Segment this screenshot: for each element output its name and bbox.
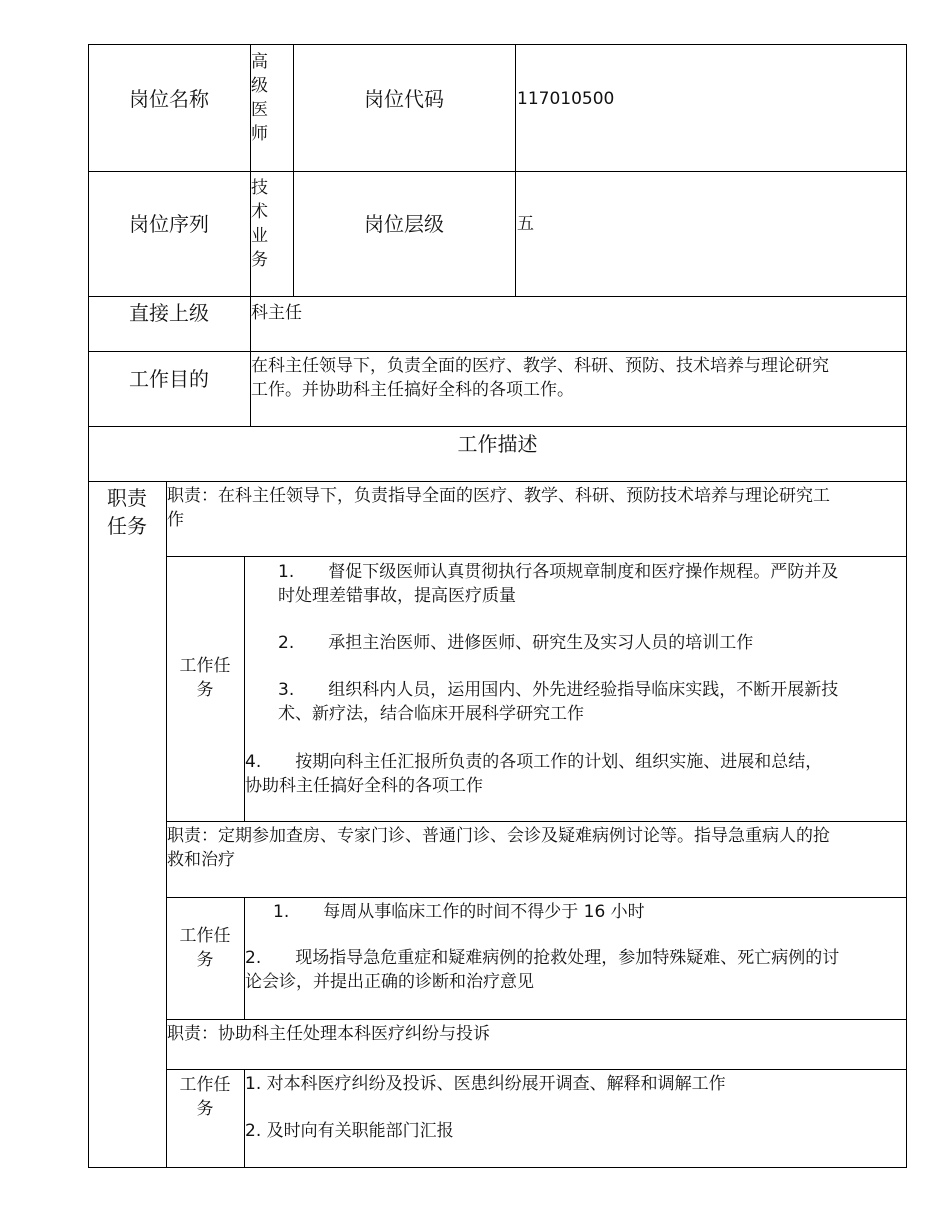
task-item-line: 协助科主任搞好全科的各项工作 (245, 776, 483, 796)
task-item (278, 678, 838, 726)
position-level-value: 五 (517, 214, 534, 234)
col-divider (293, 44, 294, 297)
position-level-label: 岗位层级 (364, 212, 444, 236)
row-divider (166, 1069, 907, 1070)
position-name-value (251, 50, 268, 146)
duties-label-line: 职责 (107, 486, 147, 510)
duty-title-line: 作 (167, 510, 184, 530)
row-divider (88, 351, 907, 352)
duty-title-line: 职责：在科主任领导下，负责指导全面的医疗、教学、科研、预防技术培养与理论研究工 (167, 486, 830, 506)
task-item (278, 631, 753, 655)
position-code-value: 117010500 (517, 89, 615, 109)
work-purpose-line: 在科主任领导下，负责全面的医疗、教学、科研、预防、技术培养与理论研究 (251, 356, 829, 376)
task-item-line: 术、新疗法，结合临床开展科学研究工作 (278, 704, 584, 724)
position-name-label: 岗位名称 (129, 87, 209, 111)
position-sequence-char: 技 (251, 178, 268, 198)
direct-superior-label: 直接上级 (129, 301, 209, 325)
task-label-line: 工作任 (179, 926, 231, 946)
duty-title-line: 职责：定期参加查房、专家门诊、普通门诊、会诊及疑难病例讨论等。指导急重病人的抢 (167, 826, 830, 846)
task-item (245, 946, 839, 994)
duty-title-line: 职责：协助科主任处理本科医疗纠纷与投诉 (167, 1024, 490, 1044)
task-item (245, 1119, 454, 1143)
duty-title-line: 救和治疗 (167, 850, 235, 870)
work-purpose-label: 工作目的 (129, 367, 209, 391)
position-sequence-char: 务 (251, 250, 268, 270)
task-label-line: 务 (196, 1099, 214, 1119)
work-description-header: 工作描述 (457, 432, 538, 456)
work-purpose-text (251, 354, 829, 402)
position-sequence-char: 业 (251, 226, 268, 246)
position-name-char: 医 (251, 100, 268, 120)
task-item (278, 560, 838, 608)
task-label-line: 务 (196, 950, 214, 970)
row-divider (88, 296, 907, 297)
work-purpose-line: 工作。并协助科主任搞好全科的各项工作。 (251, 380, 574, 400)
direct-superior-value: 科主任 (251, 303, 302, 323)
duties-label-line: 任务 (107, 514, 147, 538)
task-label (166, 654, 244, 702)
row-divider (88, 426, 907, 427)
duty-title (167, 484, 830, 532)
row-divider (166, 821, 907, 822)
task-item-line: 2. 现场指导急危重症和疑难病例的抢救处理，参加特殊疑难、死亡病例的讨 (245, 948, 840, 968)
position-sequence-char: 术 (251, 202, 268, 222)
position-sequence-value (251, 176, 268, 272)
task-item (273, 900, 645, 924)
task-item-line: 3. 组织科内人员，运用国内、外先进经验指导临床实践，不断开展新技 (278, 680, 839, 700)
row-divider (166, 556, 907, 557)
task-item-line: 2. 及时向有关职能部门汇报 (245, 1121, 454, 1141)
task-item-line: 论会诊，并提出正确的诊断和治疗意见 (245, 972, 534, 992)
task-item (245, 1072, 726, 1096)
task-label (166, 1073, 244, 1121)
task-item-line: 2. 承担主治医师、进修医师、研究生及实习人员的培训工作 (278, 633, 754, 653)
position-name-char: 高 (251, 52, 268, 72)
task-item-line: 1. 每周从事临床工作的时间不得少于 16 小时 (273, 902, 645, 922)
task-item-line: 4. 按期向科主任汇报所负责的各项工作的计划、组织实施、进展和总结， (245, 752, 823, 772)
task-item-line: 1. 对本科医疗纠纷及投诉、医患纠纷展开调查、解释和调解工作 (245, 1074, 726, 1094)
position-code-label: 岗位代码 (364, 87, 444, 111)
row-divider (88, 481, 907, 482)
duty-title (167, 824, 830, 872)
duty-title (167, 1022, 490, 1046)
task-item-line: 时处理差错事故，提高医疗质量 (278, 586, 516, 606)
row-divider (166, 897, 907, 898)
position-name-char: 师 (251, 124, 268, 144)
col-divider (515, 44, 516, 297)
task-item-line: 1. 督促下级医师认真贯彻执行各项规章制度和医疗操作规程。严防并及 (278, 562, 839, 582)
row-divider (166, 1019, 907, 1020)
task-label (166, 924, 244, 972)
position-name-char: 级 (251, 76, 268, 96)
duties-label (88, 484, 166, 540)
task-item (245, 750, 822, 798)
task-label-line: 务 (196, 680, 214, 700)
row-divider (88, 171, 907, 172)
task-label-line: 工作任 (179, 656, 231, 676)
position-sequence-label: 岗位序列 (129, 212, 209, 236)
task-label-line: 工作任 (179, 1075, 231, 1095)
